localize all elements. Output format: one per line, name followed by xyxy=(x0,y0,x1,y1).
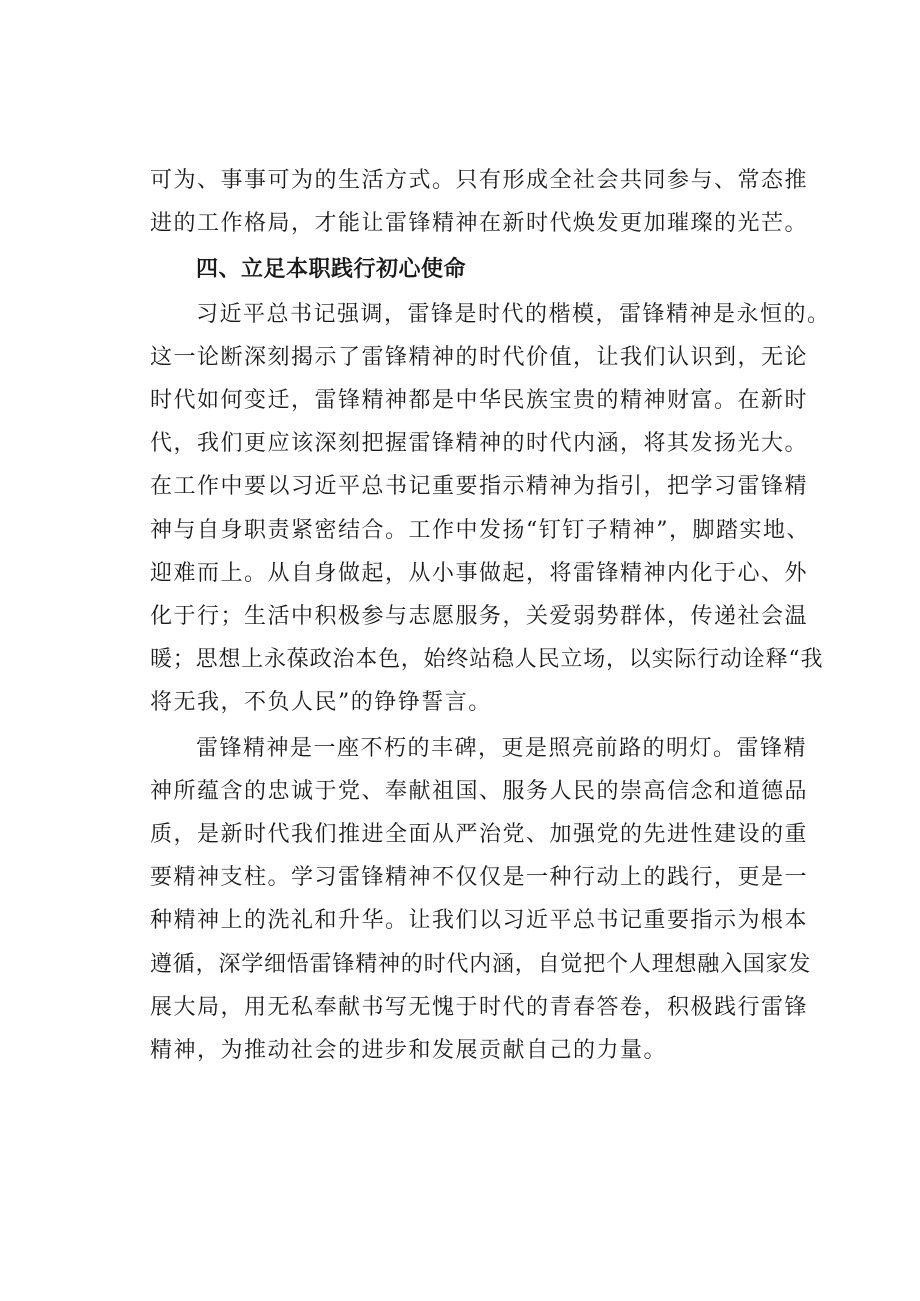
intro-line: 进的工作格局，才能让雷锋精神在新时代焕发更加璀璨的光芒。 xyxy=(150,211,809,236)
paragraph-1-line: 暖；思想上永葆政治本色，始终站稳人民立场，以实际行动诠释“我 xyxy=(150,647,824,672)
paragraph-1-line: 代，我们更应该深刻把握雷锋精神的时代内涵，将其发扬光大。 xyxy=(150,431,809,456)
paragraph-2-line: 精神，为推动社会的进步和发展贡献自己的力量。 xyxy=(150,1038,668,1063)
paragraph-1-line: 这一论断深刻揭示了雷锋精神的时代价值，让我们认识到，无论 xyxy=(150,345,809,370)
paragraph-1-line: 在工作中要以习近平总书记重要指示精神为指引，把学习雷锋精 xyxy=(150,474,809,499)
paragraph-2-line: 展大局，用无私奉献书写无愧于时代的青春答卷，积极践行雷锋 xyxy=(150,995,809,1020)
paragraph-1-line: 化于行；生活中积极参与志愿服务，关爱弱势群体，传递社会温 xyxy=(150,604,809,629)
paragraph-2-line: 种精神上的洗礼和升华。让我们以习近平总书记重要指示为根本 xyxy=(150,908,809,933)
paragraph-1-line: 时代如何变迁，雷锋精神都是中华民族宝贵的精神财富。在新时 xyxy=(150,388,809,413)
paragraph-1-line: 迎难而上。从自身做起，从小事做起，将雷锋精神内化于心、外 xyxy=(150,561,809,586)
paragraph-1-line: 将无我，不负人民”的铮铮誓言。 xyxy=(150,690,492,715)
section-heading: 四、立足本职践行初心使命 xyxy=(196,257,467,282)
paragraph-2-line: 要精神支柱。学习雷锋精神不仅仅是一种行动上的践行，更是一 xyxy=(150,865,809,890)
paragraph-2-line: 雷锋精神是一座不朽的丰碑，更是照亮前路的明灯。雷锋精 xyxy=(196,736,808,761)
paragraph-2-line: 质，是新时代我们推进全面从严治党、加强党的先进性建设的重 xyxy=(150,822,809,847)
paragraph-1-line: 神与自身职责紧密结合。工作中发扬“钉钉子精神”，脚踏实地、 xyxy=(150,518,810,543)
paragraph-2-line: 神所蕴含的忠诚于党、奉献祖国、服务人民的崇高信念和道德品 xyxy=(150,779,809,804)
paragraph-1-line: 习近平总书记强调，雷锋是时代的楷模，雷锋精神是永恒的。 xyxy=(196,302,831,327)
paragraph-2-line: 遵循，深学细悟雷锋精神的时代内涵，自觉把个人理想融入国家发 xyxy=(150,952,812,977)
intro-line: 可为、事事可为的生活方式。只有形成全社会共同参与、常态推 xyxy=(150,168,809,193)
